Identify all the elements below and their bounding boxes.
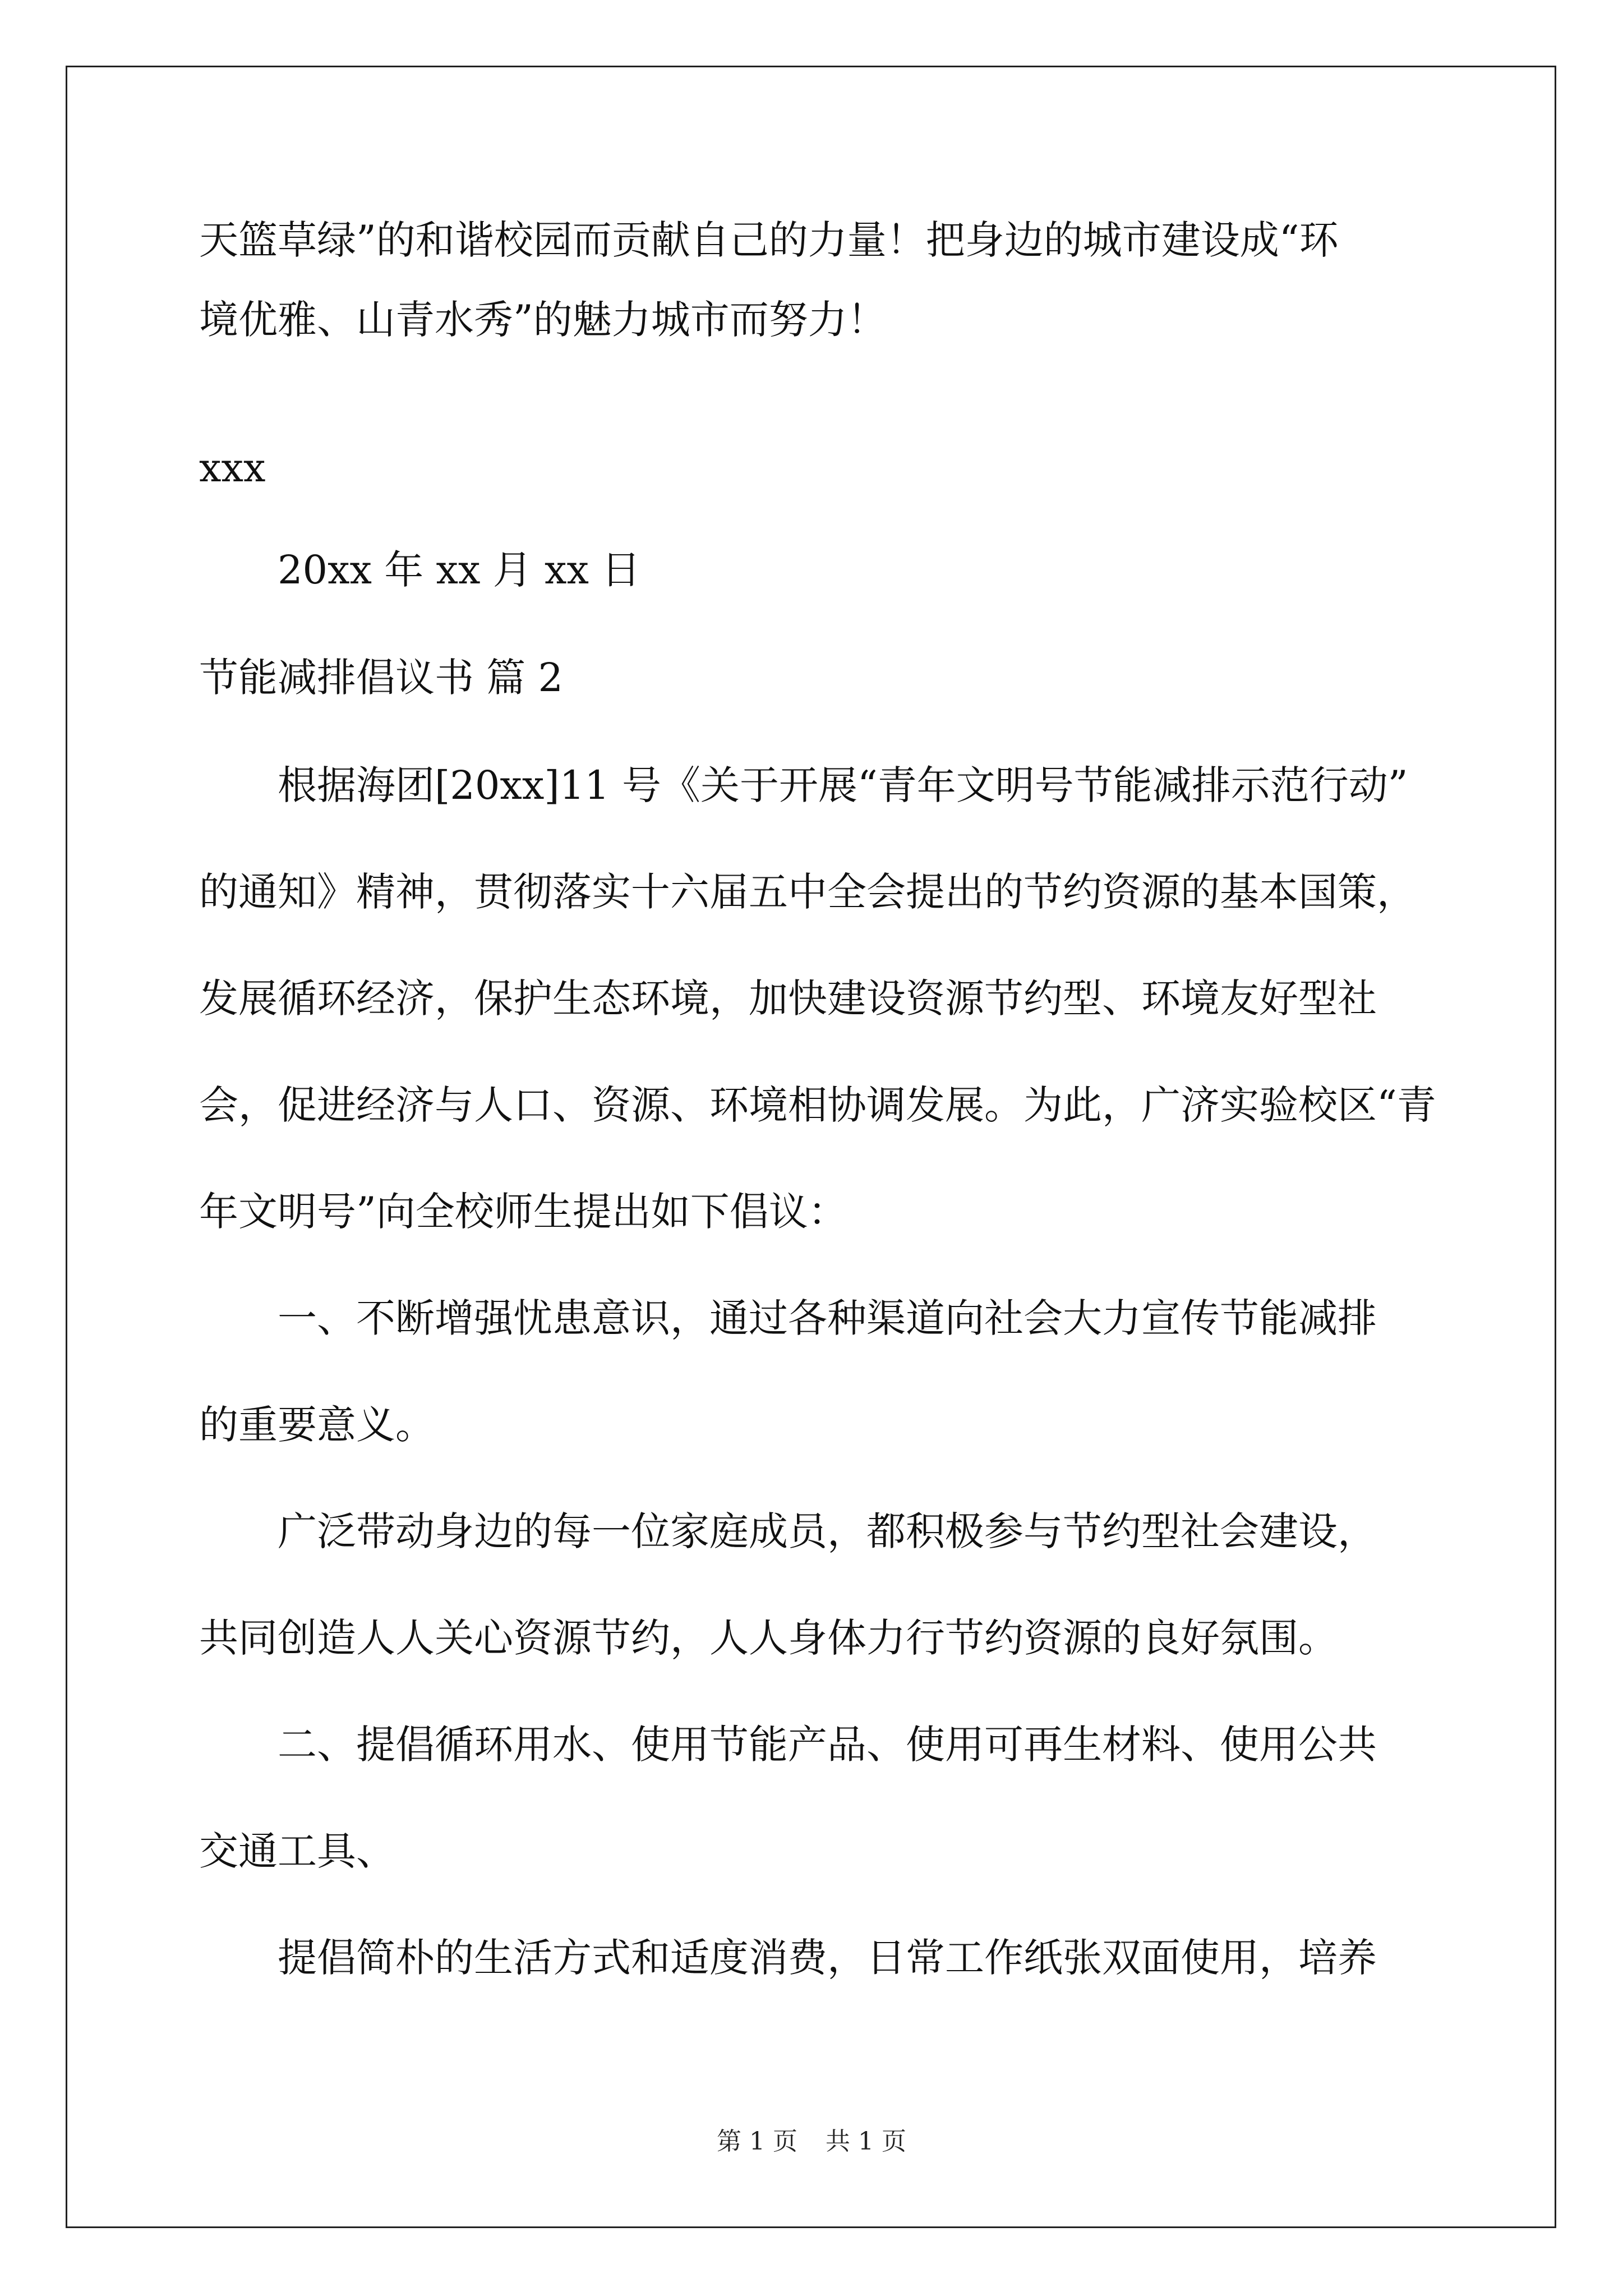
paragraph-3-line-1: 广泛带动身边的每一位家庭成员，都积极参与节约型社会建设， [199,1508,1377,1554]
paragraph-3-line-2: 共同创造人人关心资源节约，人人身体力行节约资源的良好氛围。 [199,1615,1338,1661]
page-border [66,66,1556,2228]
page-footer [0,2125,1623,2159]
page-total: 共 1 页 [826,2127,906,2156]
signature: xxx [199,445,266,491]
paragraph-2-line-1: 一、不断增强忧患意识，通过各种渠道向社会大力宣传节能减排 [199,1295,1377,1341]
paragraph-1-line-3: 发展循环经济，保护生态环境，加快建设资源节约型、环境友好型社 [199,976,1377,1022]
paragraph-1-line-5: 年文明号”向全校师生提出如下倡议： [199,1189,847,1235]
paragraph-4-line-1: 二、提倡循环用水、使用节能产品、使用可再生材料、使用公共 [199,1722,1377,1768]
line-1: 天篮草绿”的和谐校园而贡献自己的力量！把身边的城市建设成“环 [199,217,1339,263]
paragraph-5-line-1: 提倡简朴的生活方式和适度消费，日常工作纸张双面使用，培养 [199,1935,1377,1981]
paragraph-1-line-4: 会，促进经济与人口、资源、环境相协调发展。为此，广济实验校区“青 [199,1082,1436,1128]
paragraph-2-line-2: 的重要意义。 [199,1402,435,1448]
page-number: 第 1 页 [717,2127,797,2156]
paragraph-1-line-1: 根据海团[20xx]11 号《关于开展“青年文明号节能减排示范行动” [199,762,1408,808]
section-heading: 节能减排倡议书 篇 2 [199,655,564,701]
date: 20xx 年 xx 月 xx 日 [199,547,641,593]
line-2: 境优雅、山青水秀”的魅力城市而努力！ [199,297,887,343]
paragraph-4-line-2: 交通工具、 [199,1828,395,1874]
paragraph-1-line-2: 的通知》精神，贯彻落实十六届五中全会提出的节约资源的基本国策， [199,869,1416,915]
